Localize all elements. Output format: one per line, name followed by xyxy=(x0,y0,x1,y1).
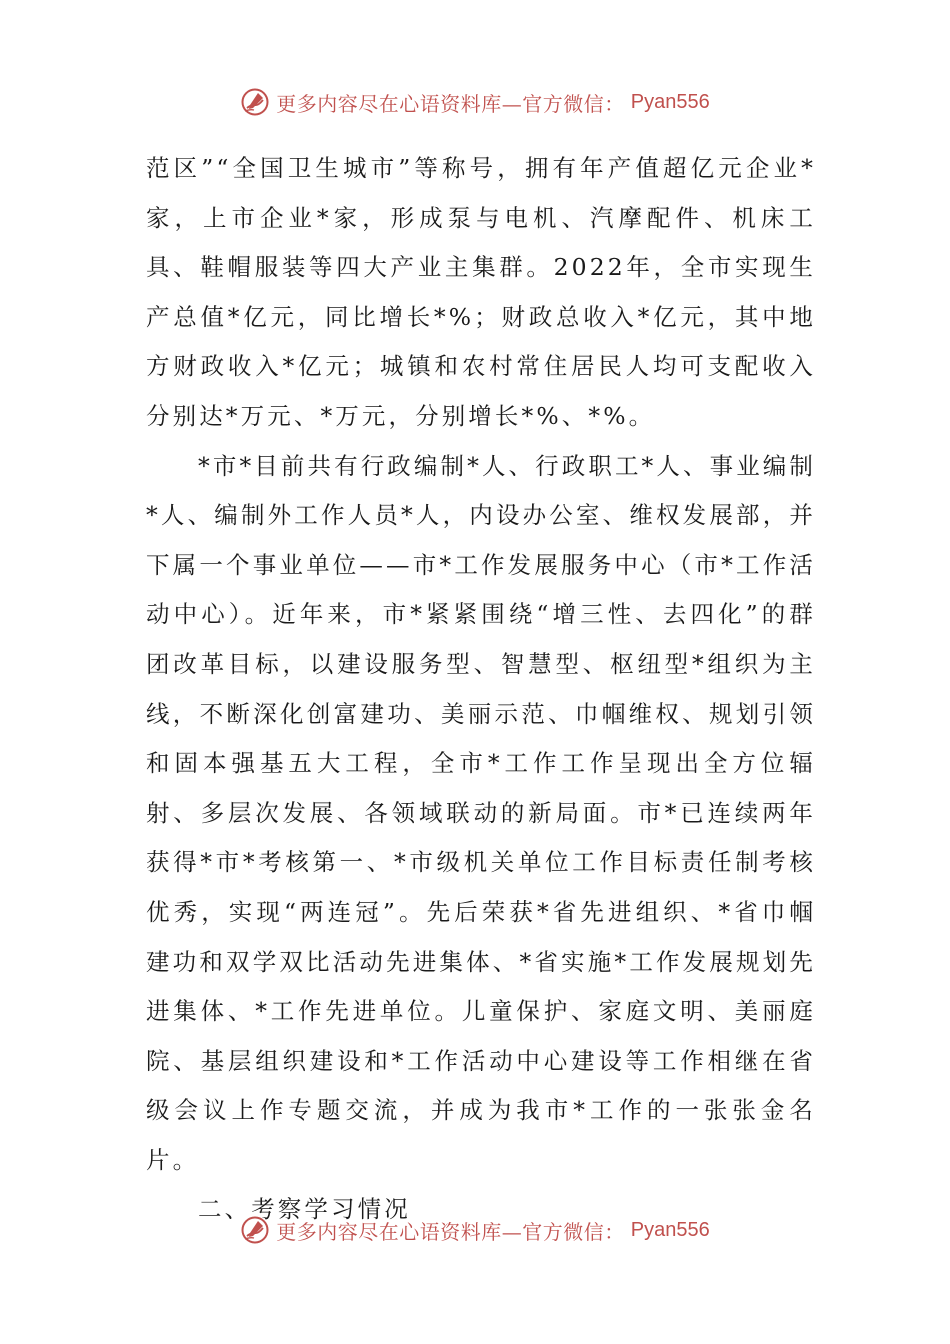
footer-watermark xyxy=(0,1212,950,1248)
header-watermark xyxy=(0,84,950,120)
watermark-text: 更多内容尽在心语资料库—官方微信： xyxy=(276,91,625,116)
paragraph-organization: *市*目前共有行政编制*人、行政职工*人、事业编制*人、编制外工作人员*人，内设办公室、维权发展部，并下属一个事业单位——市*工作发展服务中心（市*工作活动中心）。近年来，市*紧紧围绕“增三性、去四化”的群团改革目标，以建设服务型、智慧型、枢纽型*组织为主线，不断深化创富建功、美丽示范、巾帼维权、规划引领和固本强基五大工程，全市*工作工作呈现出全方位辐射、多层次发展、各领域联动的新局面。市*已连续两年获得*市*考核第一、*市级机关单位工作目标责任制考核优秀，实现“两连冠”。先后荣获*省先进组织、*省巾帼建功和双学双比活动先进集体、*省实施*工作发展规划先进集体、*工作先进单位。儿童保护、家庭文明、美丽庭院、基层组织建设和*工作活动中心建设等工作相继在省级会议上作专题交流，并成为我市*工作的一张张金名片。 xyxy=(146,451,816,1174)
watermark-wechat-id: Pyan556 xyxy=(630,1218,710,1241)
section-heading: 二、考察学习情况 xyxy=(198,1195,411,1224)
pen-writing-icon xyxy=(240,1215,270,1245)
pen-writing-icon xyxy=(240,87,270,117)
paragraph-continuation: 范区”“全国卫生城市”等称号，拥有年产值超亿元企业*家，上市企业*家，形成泵与电机、汽摩配件、机床工具、鞋帽服装等四大产业主集群。2022年，全市实现生产总值*亿元，同比增长*%；财政总收入*亿元，其中地方财政收入*亿元；城镇和农村常住居民人均可支配收入分别达*万元、*万元，分别增长*%、*%。 xyxy=(146,154,816,430)
watermark-text: 更多内容尽在心语资料库—官方微信： xyxy=(276,1219,625,1244)
document-body xyxy=(146,144,816,1235)
watermark-wechat-id: Pyan556 xyxy=(630,90,710,113)
